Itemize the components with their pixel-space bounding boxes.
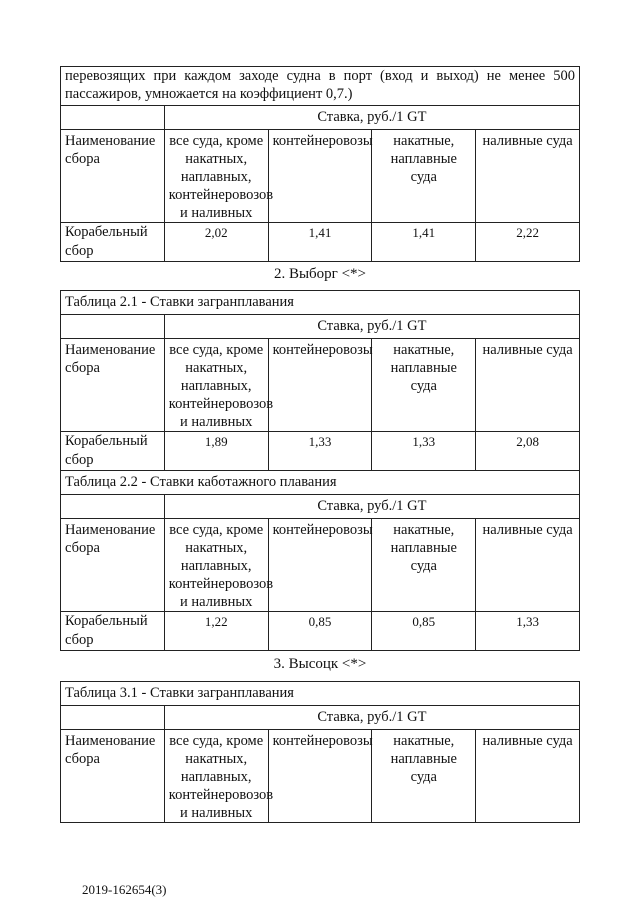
value-cell: 0,85 xyxy=(268,612,372,651)
col-name-header: Наименование сбора xyxy=(61,519,165,612)
col-roro-header: накатные, наплавные суда xyxy=(372,130,476,223)
value-cell: 1,33 xyxy=(476,612,580,651)
intro-text: перевозящих при каждом заходе судна в порт (вход и выход) не менее 500 пассажиров, умножается на коэффициент 0,7.) xyxy=(61,67,580,106)
value-cell: 2,02 xyxy=(164,223,268,262)
col-tanker-header: наливные суда xyxy=(476,130,580,223)
rate-header: Ставка, руб./1 GT xyxy=(164,495,579,519)
col-container-header: контейнеровозы xyxy=(268,130,372,223)
row-label: Корабельный сбор xyxy=(61,223,165,262)
value-cell: 1,22 xyxy=(164,612,268,651)
col-all-header: все суда, кроме накатных, наплавных, контейнеровозов и наливных xyxy=(164,130,268,223)
value-cell: 2,08 xyxy=(476,432,580,471)
col-tanker-header: наливные суда xyxy=(476,730,580,823)
row-label: Корабельный сбор xyxy=(61,612,165,651)
value-cell: 1,41 xyxy=(372,223,476,262)
col-container-header: контейнеровозы xyxy=(268,519,372,612)
table-2-2 xyxy=(60,470,580,651)
value-cell: 0,85 xyxy=(372,612,476,651)
col-roro-header: накатные, наплавные суда xyxy=(372,519,476,612)
tariff-table-continued xyxy=(60,66,580,262)
empty-cell xyxy=(61,495,165,519)
value-cell: 1,89 xyxy=(164,432,268,471)
value-cell: 1,33 xyxy=(372,432,476,471)
rate-header: Ставка, руб./1 GT xyxy=(164,706,579,730)
table-3-1 xyxy=(60,681,580,823)
table-caption: Таблица 2.2 - Ставки каботажного плавания xyxy=(61,471,580,495)
col-all-header: все суда, кроме накатных, наплавных, контейнеровозов и наливных xyxy=(164,339,268,432)
empty-cell xyxy=(61,106,165,130)
rate-header: Ставка, руб./1 GT xyxy=(164,106,579,130)
value-cell: 1,33 xyxy=(268,432,372,471)
value-cell: 2,22 xyxy=(476,223,580,262)
table-caption: Таблица 2.1 - Ставки загранплавания xyxy=(61,291,580,315)
row-label: Корабельный сбор xyxy=(61,432,165,471)
col-all-header: все суда, кроме накатных, наплавных, контейнеровозов и наливных xyxy=(164,519,268,612)
document-number: 2019-162654(3) xyxy=(82,882,167,897)
col-name-header: Наименование сбора xyxy=(61,730,165,823)
col-name-header: Наименование сбора xyxy=(61,339,165,432)
rate-header: Ставка, руб./1 GT xyxy=(164,315,579,339)
col-tanker-header: наливные суда xyxy=(476,339,580,432)
table-caption: Таблица 3.1 - Ставки загранплавания xyxy=(61,682,580,706)
col-name-header: Наименование сбора xyxy=(61,130,165,223)
col-tanker-header: наливные суда xyxy=(476,519,580,612)
col-all-header: все суда, кроме накатных, наплавных, контейнеровозов и наливных xyxy=(164,730,268,823)
value-cell: 1,41 xyxy=(268,223,372,262)
col-container-header: контейнеровозы xyxy=(268,339,372,432)
table-2-1 xyxy=(60,290,580,471)
empty-cell xyxy=(61,706,165,730)
empty-cell xyxy=(61,315,165,339)
col-container-header: контейнеровозы xyxy=(268,730,372,823)
col-roro-header: накатные, наплавные суда xyxy=(372,730,476,823)
col-roro-header: накатные, наплавные суда xyxy=(372,339,476,432)
section-heading-vyborg: 2. Выборг <*> xyxy=(273,266,367,282)
section-heading-vysotsk: 3. Высоцк <*> xyxy=(273,656,367,672)
